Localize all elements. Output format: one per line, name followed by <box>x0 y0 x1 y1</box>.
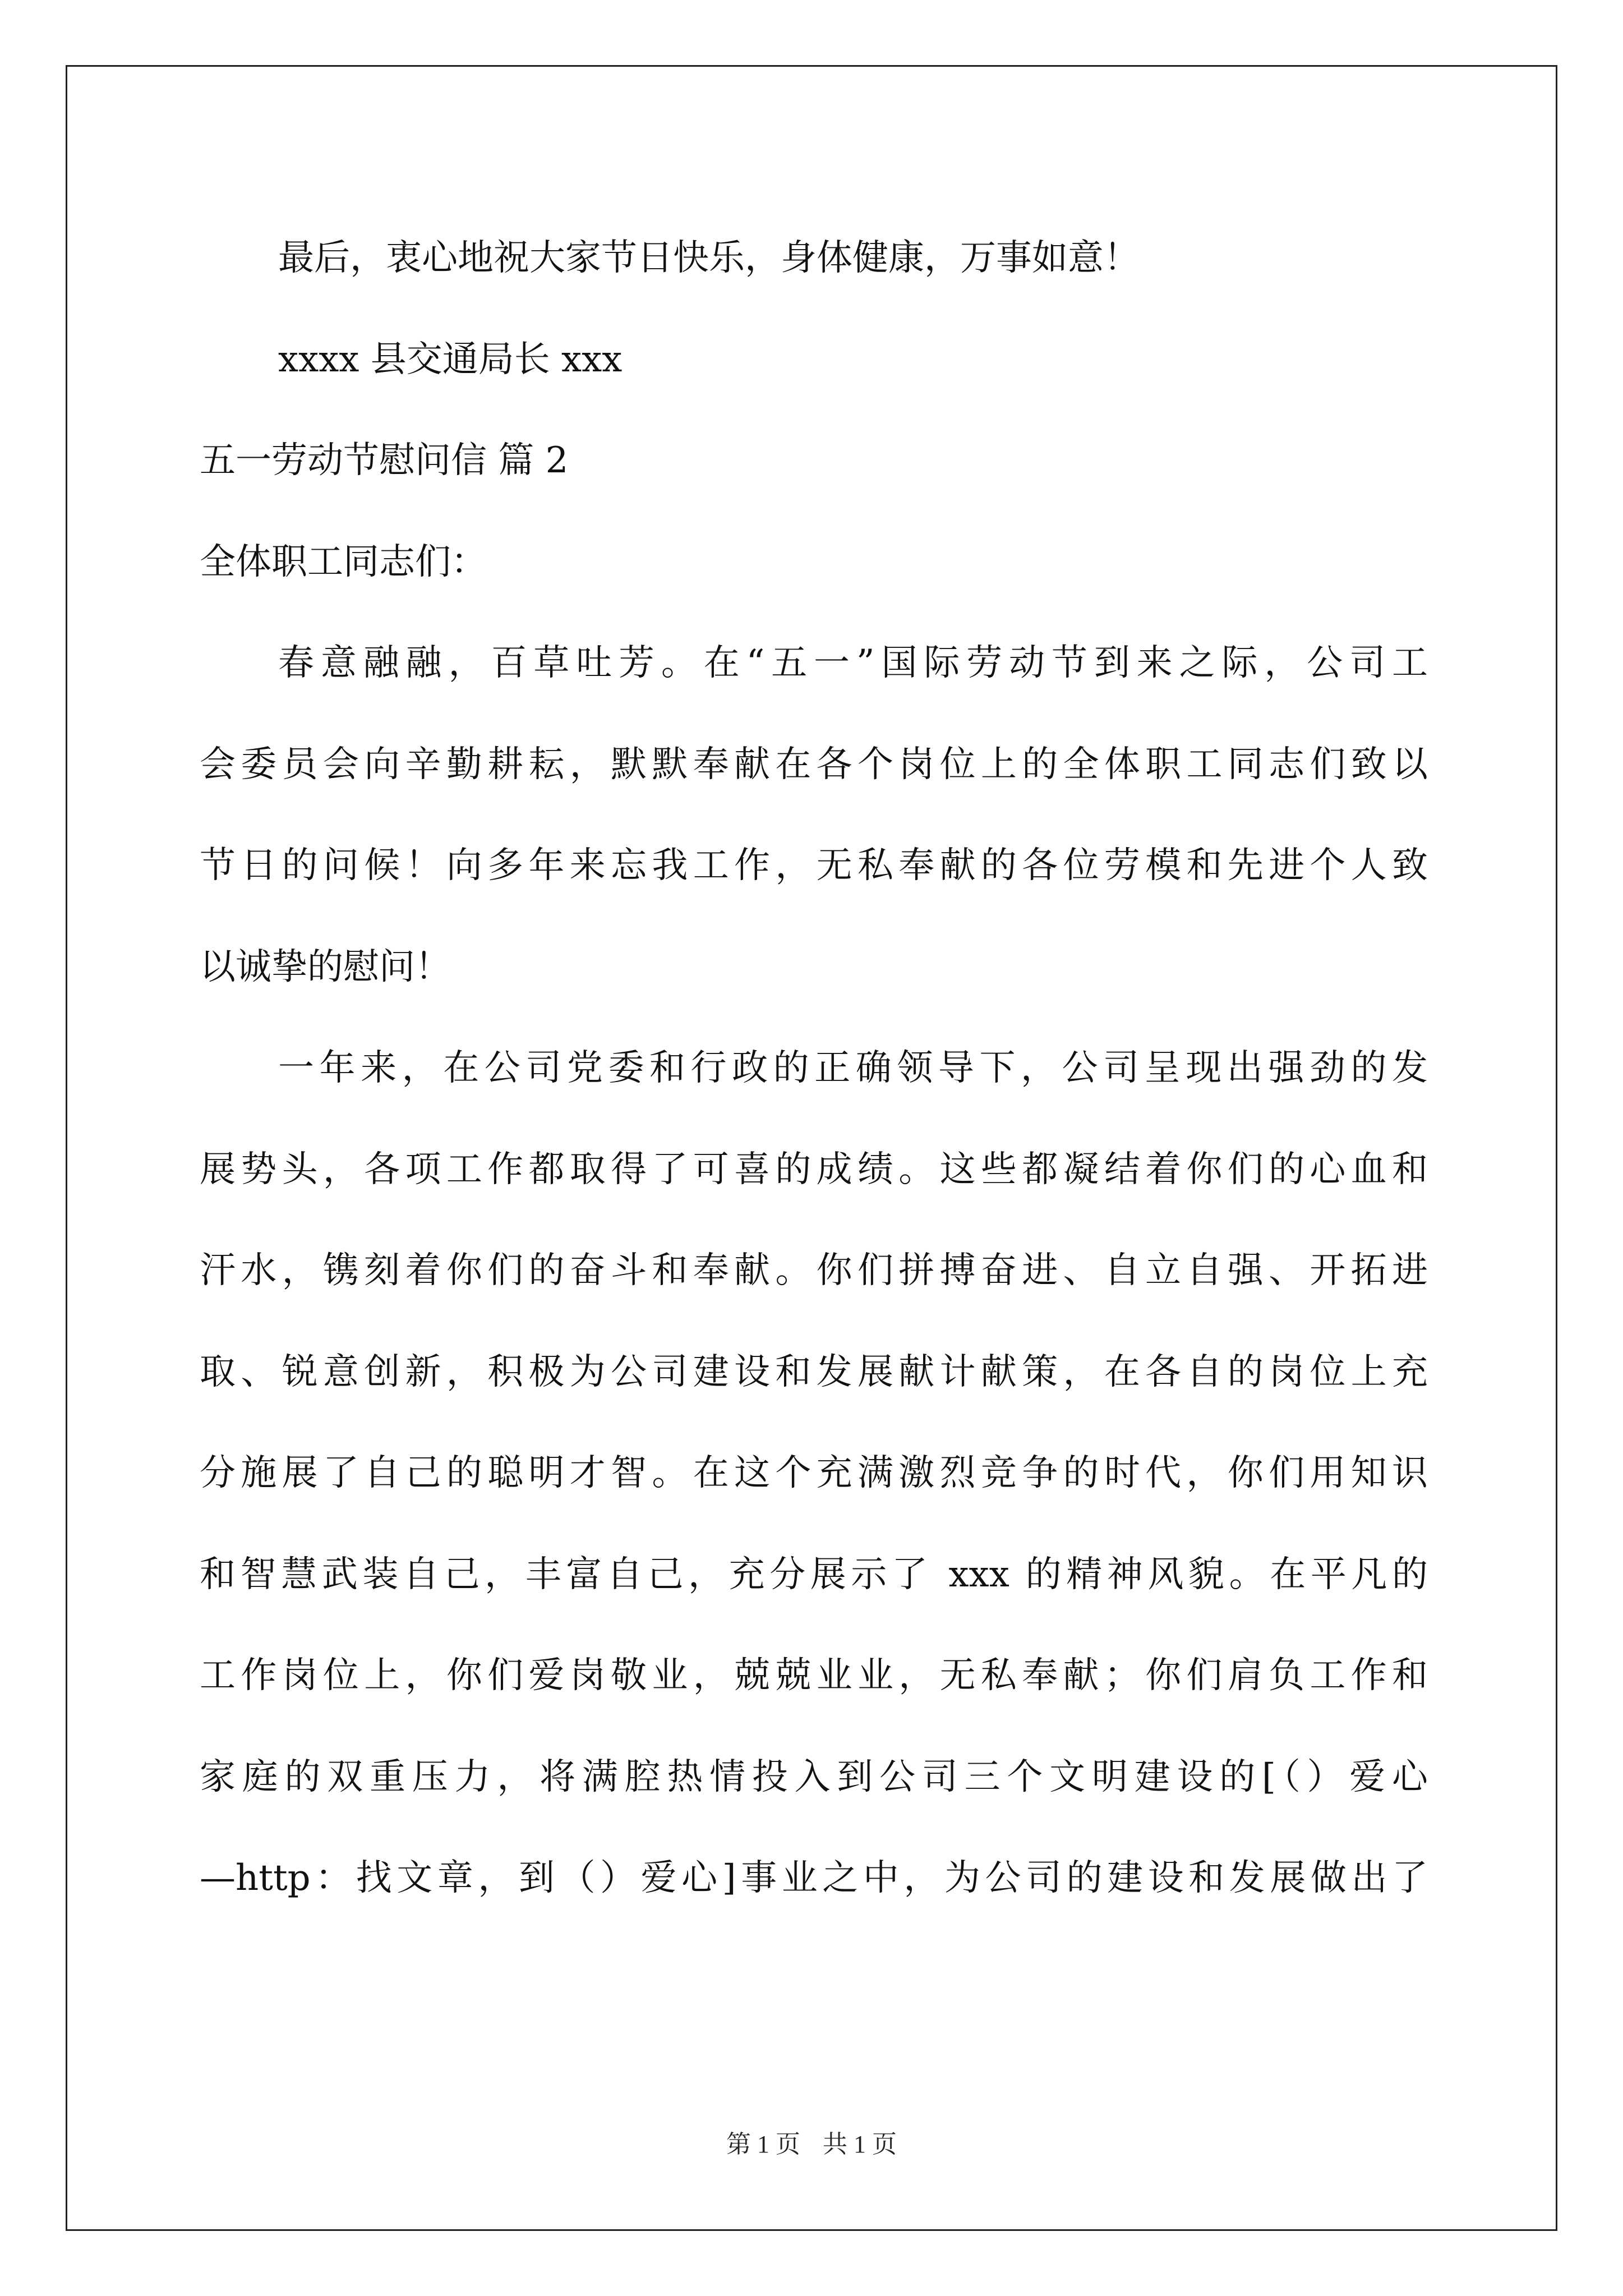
paragraph-line: 节日的问候！向多年来忘我工作，无私奉献的各位劳模和先进个人致 <box>200 845 1428 886</box>
paragraph-line: 会委员会向辛勤耕耘，默默奉献在各个岗位上的全体职工同志们致以 <box>200 743 1428 785</box>
salutation: 全体职工同志们： <box>200 541 487 583</box>
section-heading: 五一劳动节慰问信 篇 2 <box>200 440 569 481</box>
paragraph-line: 家庭的双重压力，将满腔热情投入到公司三个文明建设的[（）爱心 <box>200 1756 1428 1798</box>
paragraph-line: 一年来，在公司党委和行政的正确领导下，公司呈现出强劲的发 <box>278 1047 1428 1089</box>
page-total: 共 1 页 <box>823 2131 897 2158</box>
paragraph-line: 以诚挚的慰问！ <box>200 946 451 988</box>
paragraph-line: 汗水，镌刻着你们的奋斗和奉献。你们拼搏奋进、自立自强、开拓进 <box>200 1250 1428 1291</box>
paragraph-line: 和智慧武装自己，丰富自己，充分展示了 xxx 的精神风貌。在平凡的 <box>200 1553 1428 1595</box>
paragraph-line: 展势头，各项工作都取得了可喜的成绩。这些都凝结着你们的心血和 <box>200 1148 1428 1190</box>
closing-wishes: 最后，衷心地祝大家节日快乐，身体健康，万事如意！ <box>278 237 1140 279</box>
paragraph-line: —http：找文章，到（）爱心]事业之中，为公司的建设和发展做出了 <box>200 1857 1428 1899</box>
paragraph-line: 工作岗位上，你们爱岗敬业，兢兢业业，无私奉献；你们肩负工作和 <box>200 1655 1428 1696</box>
paragraph-line: 取、锐意创新，积极为公司建设和发展献计献策，在各自的岗位上充 <box>200 1351 1428 1393</box>
document-body <box>200 208 1428 1929</box>
signature-line: xxxx 县交通局长 xxx <box>278 338 623 380</box>
page-number: 第 1 页 <box>726 2131 800 2158</box>
paragraph-line: 春意融融，百草吐芳。在“五一”国际劳动节到来之际，公司工 <box>278 642 1428 684</box>
paragraph-line: 分施展了自己的聪明才智。在这个充满激烈竞争的时代，你们用知识 <box>200 1452 1428 1494</box>
page-footer <box>0 2124 1623 2160</box>
